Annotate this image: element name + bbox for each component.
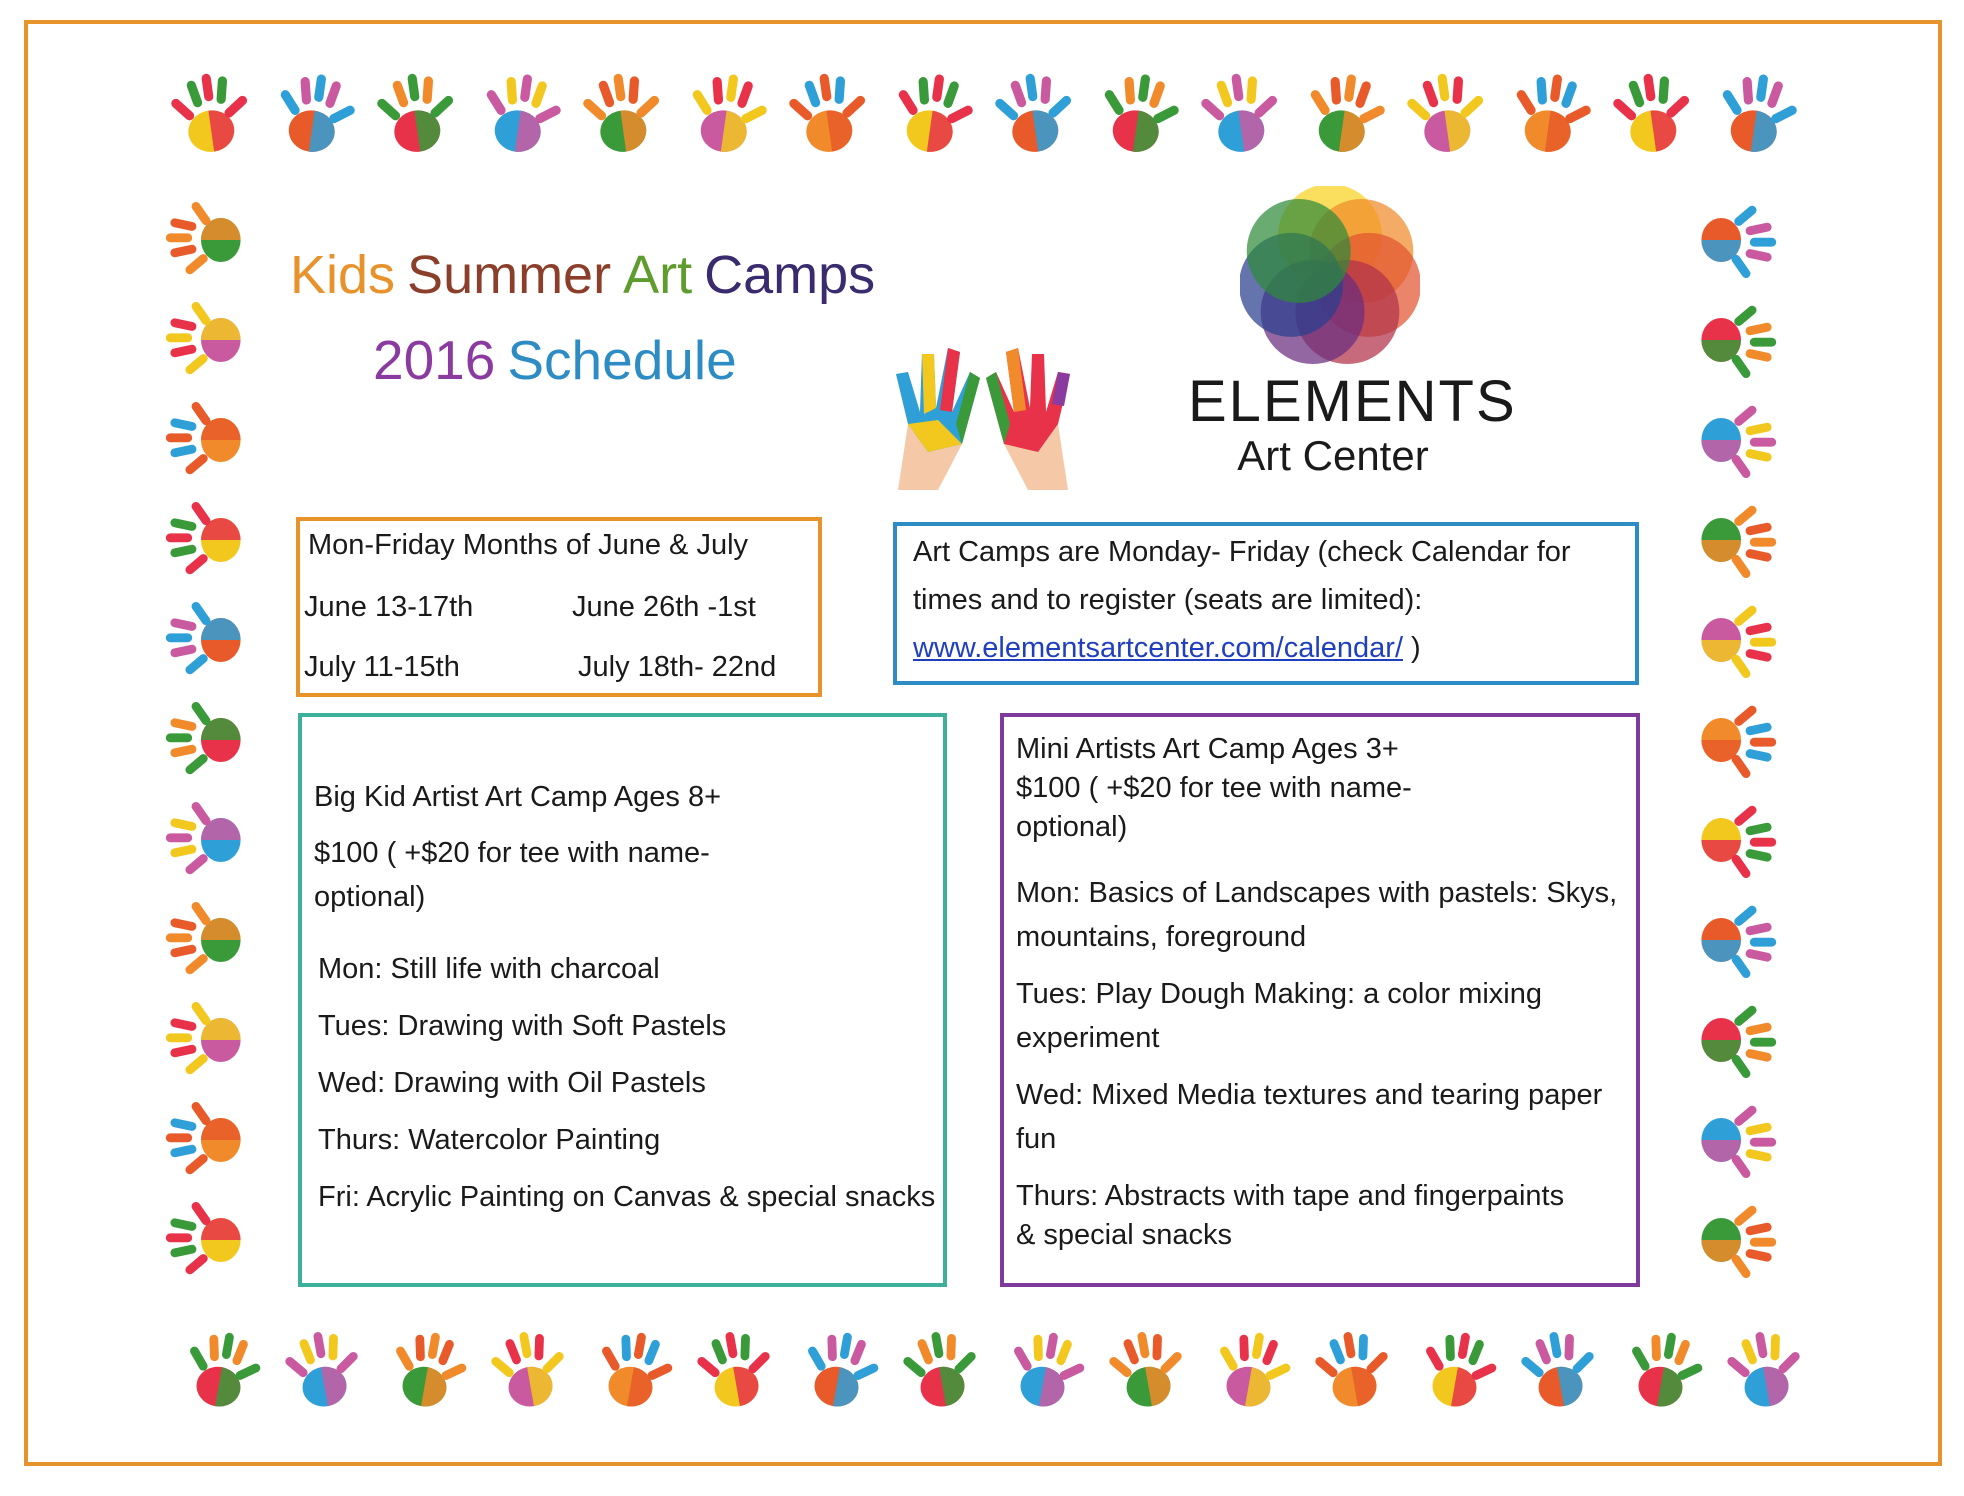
handprint-icon [1701,904,1776,980]
mini-thurs: Thurs: Abstracts with tape and fingerpaints [1016,1180,1565,1212]
handprint-icon [372,68,461,156]
handprint-icon [478,69,567,157]
left-painted-hand [896,348,980,490]
dates-heading: Mon-Friday Months of June & July [308,529,749,561]
handprint-icon [1210,1326,1298,1413]
handprint-icon [166,500,241,576]
handprint-icon [684,69,773,157]
mini-mon-cont: mountains, foreground [1016,921,1307,953]
mini-tues: Tues: Play Dough Making: a color mixing [1016,978,1542,1010]
handprint-icon [897,1326,985,1413]
handprint-icon [784,68,873,156]
handprint-icon [1714,69,1803,157]
handprint-icon [180,1326,268,1413]
date-week-3: July 11-15th [304,651,460,683]
handprint-icon [166,400,241,476]
handprint-icon [1508,69,1597,157]
handprint-icon [1701,1204,1776,1280]
info-line-2: times and to register (seats are limited): [913,584,1423,616]
handprint-icon [272,69,361,157]
handprint-icon [166,1000,241,1076]
handprint-icon [691,1326,779,1413]
handprint-icon [990,68,1079,156]
info-box [893,522,1639,685]
date-week-4: July 18th- 22nd [578,651,777,683]
handprint-icon [1701,504,1776,580]
handprint-icon [1302,69,1391,157]
page-subtitle [373,328,749,392]
handprint-icon [386,1326,474,1413]
handprint-icon [1701,404,1776,480]
handprint-icon [1515,1326,1603,1413]
handprint-icon [1309,1326,1397,1413]
handprint-icon [166,1100,241,1176]
handprint-icon [166,200,241,276]
big-kid-title: Big Kid Artist Art Camp Ages 8+ [314,781,722,813]
handprint-icon [279,1326,367,1413]
big-kid-fri: Fri: Acrylic Painting on Canvas & special snacks [318,1181,936,1213]
title-word-summer: Summer [407,245,612,305]
mini-tues-cont: experiment [1016,1022,1160,1054]
painted-hands-image [878,334,1088,490]
subtitle-schedule: Schedule [507,329,737,391]
handprint-icon [1103,1326,1191,1413]
handprint-icon [166,1200,241,1276]
mini-thurs-cont: & special snacks [1016,1219,1232,1251]
page-title [290,244,887,306]
handprint-icon [1721,1326,1809,1413]
big-kid-thurs: Thurs: Watercolor Painting [318,1124,661,1156]
date-week-1: June 13-17th [304,591,474,623]
handprint-icon [1701,304,1776,380]
handprint-icon [1004,1326,1092,1413]
handprint-icon [166,600,241,676]
handprint-icon [1701,204,1776,280]
big-kid-tues: Tues: Drawing with Soft Pastels [318,1010,727,1042]
handprint-icon [166,700,241,776]
mini-wed-cont: fun [1016,1123,1057,1155]
title-word-kids: Kids [290,245,396,305]
handprint-icon [1622,1326,1710,1413]
handprint-icon [1096,69,1185,157]
handprint-icon [485,1326,573,1413]
dates-box [296,517,822,697]
handprint-icon [798,1326,886,1413]
handprint-icon [578,68,667,156]
subtitle-year: 2016 [373,329,496,391]
handprint-icon [1608,68,1697,156]
handprint-icon [166,900,241,976]
big-kid-camp-box [298,713,947,1287]
handprint-icon [1701,1004,1776,1080]
handprint-icon [166,300,241,376]
mini-price: $100 ( +$20 for tee with name- [1016,772,1412,804]
info-line-1: Art Camps are Monday- Friday (check Calendar for [913,536,1571,568]
handprint-icon [1402,68,1491,156]
big-kid-price-note: optional) [314,881,426,913]
logo-circle [1247,199,1351,303]
elements-logo-icon [1240,186,1420,366]
handprint-icon [1196,68,1285,156]
brand-name: ELEMENTS [1188,369,1517,434]
big-kid-mon: Mon: Still life with charcoal [318,953,660,985]
handprint-icon [592,1326,680,1413]
mini-price-note: optional) [1016,811,1128,843]
right-painted-hand [986,348,1070,490]
title-word-camps: Camps [704,245,876,305]
handprint-icon [1416,1326,1504,1413]
mini-artists-camp-box [1000,713,1640,1287]
date-week-2: June 26th -1st [572,591,756,623]
handprint-icon [166,800,241,876]
handprint-icon [1701,704,1776,780]
handprint-icon [1701,604,1776,680]
big-kid-wed: Wed: Drawing with Oil Pastels [318,1067,706,1099]
big-kid-price: $100 ( +$20 for tee with name- [314,837,710,869]
handprint-icon [890,69,979,157]
brand-subtitle: Art Center [1237,432,1429,479]
info-line-3 [913,632,1421,665]
mini-wed: Wed: Mixed Media textures and tearing paper [1016,1079,1603,1111]
handprint-icon [1701,804,1776,880]
handprint-icon [166,68,255,156]
title-word-art: Art [623,245,693,305]
calendar-link[interactable]: www.elementsartcenter.com/calendar/ [913,632,1403,664]
handprint-icon [1701,1104,1776,1180]
mini-mon: Mon: Basics of Landscapes with pastels: Skys, [1016,877,1618,909]
mini-title: Mini Artists Art Camp Ages 3+ [1016,733,1399,765]
info-url-suffix: ) [1403,632,1421,664]
